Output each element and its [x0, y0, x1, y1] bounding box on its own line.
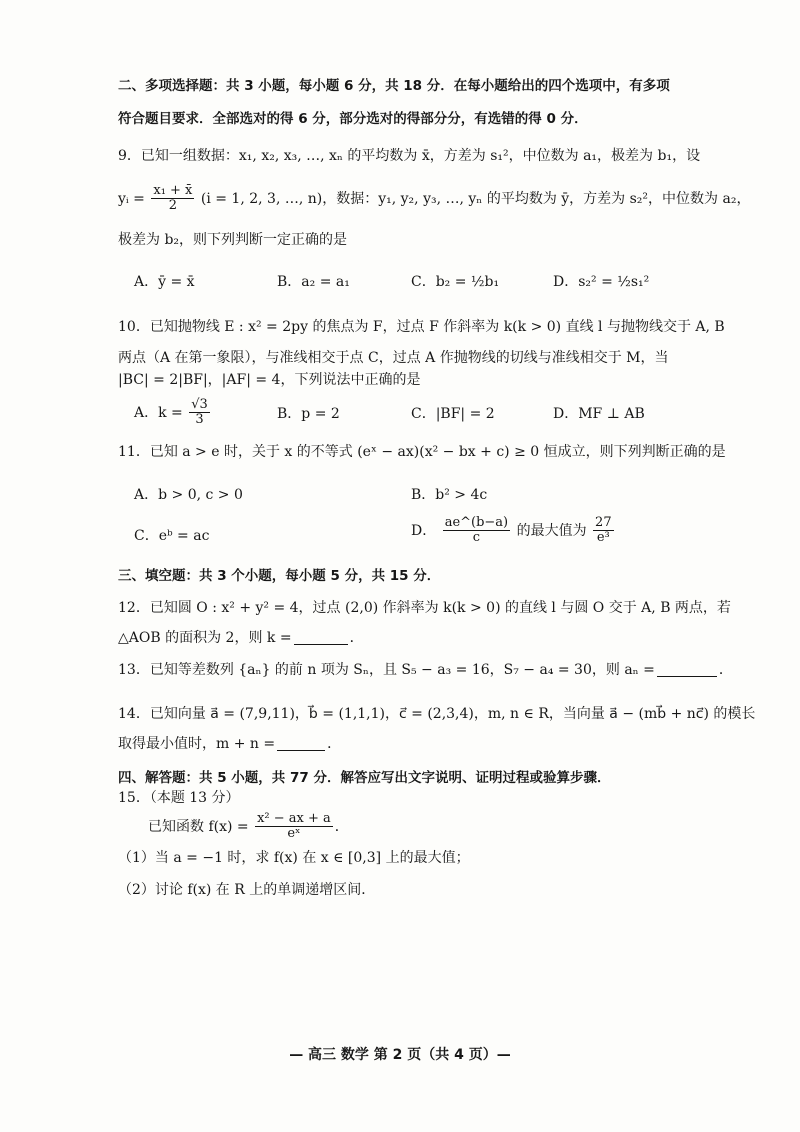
q10-option-a-numerator: √3	[191, 397, 208, 412]
q11-option-d-mid: 的最大值为	[516, 522, 587, 539]
q11-option-d-value	[593, 516, 614, 546]
q10-line2: 两点（A 在第一象限），与准线相交于点 C，过点 A 作抛物线的切线与准线相交于 M，当	[118, 350, 669, 366]
q9-option-d: D．s₂² = ½s₁²	[553, 274, 650, 290]
q10-option-b: B．p = 2	[277, 406, 340, 422]
q9-line2-rest: (i = 1, 2, 3, …, n)，数据：y₁, y₂, y₃, …, yₙ 的平均数为 ȳ，方差为 s₂²，中位数为 a₂，	[200, 190, 751, 207]
q13-line1: 13．已知等差数列 {aₙ} 的前 n 项为 Sₙ，且 S₅ − a₃ = 16，S₇ − a₄ = 30，则 aₙ = ．	[118, 662, 733, 678]
section-3-heading: 三、填空题：共 3 个小题，每小题 5 分，共 15 分．	[118, 568, 441, 584]
q13-answer-blank	[657, 676, 717, 677]
q15-fraction-numerator: x² − ax + a	[257, 811, 331, 826]
q15-fraction-denominator: eˣ	[287, 826, 301, 842]
q9-option-c: C．b₂ = ½b₁	[411, 274, 500, 290]
q9-line3: 极差为 b₂，则下列判断一定正确的是	[118, 232, 348, 248]
section-4-heading: 四、解答题：共 5 小题，共 77 分．解答应写出文字说明、证明过程或验算步骤．	[118, 770, 611, 786]
q11-option-c: C．eᵇ = ac	[134, 528, 210, 544]
q14-line2-text: 取得最小值时，m + n =	[118, 736, 276, 752]
q11-option-d-denominator: c	[472, 530, 481, 546]
q10-option-a	[134, 398, 212, 428]
q9-option-b: B．a₂ = a₁	[277, 274, 350, 290]
q9-y-lhs: yᵢ =	[118, 190, 145, 207]
q11-option-b: B．b² > 4c	[411, 487, 488, 503]
q9-line2	[118, 184, 760, 214]
section-2-heading-line2: 符合题目要求．全部选对的得 6 分，部分选对的得部分分，有选错的得 0 分．	[118, 111, 588, 127]
q9-fraction-denominator: 2	[168, 198, 178, 214]
q12-line2: △AOB 的面积为 2，则 k = ．	[118, 630, 364, 646]
q10-option-d: D．MF ⊥ AB	[553, 406, 645, 422]
q15-fraction	[255, 812, 333, 842]
q11-line1: 11．已知 a > e 时，关于 x 的不等式 (eˣ − ax)(x² − bx + c) ≥ 0 恒成立，则下列判断正确的是	[118, 444, 726, 460]
q9-line1: 9．已知一组数据：x₁, x₂, x₃, …, xₙ 的平均数为 x̄，方差为 s₁²，中位数为 a₁，极差为 b₁，设	[118, 148, 701, 164]
q15-title: 15．（本题 13 分）	[118, 790, 240, 806]
q14-line1: 14．已知向量 a⃗ = (7,9,11)，b⃗ = (1,1,1)，c⃗ = (2,3,4)，m, n ∈ R，当向量 a⃗ − (mb⃗ + nc⃗) 的模长	[118, 706, 756, 722]
q14-line2: 取得最小值时，m + n = ．	[118, 736, 342, 752]
q15-part2: （2）讨论 f(x) 在 R 上的单调递增区间．	[118, 882, 376, 898]
q10-option-a-denominator: 3	[195, 412, 204, 428]
q11-option-d-value-numerator: 27	[595, 515, 612, 530]
q11-option-d-prefix: D．	[411, 522, 437, 539]
q12-line1: 12．已知圆 O : x² + y² = 4，过点 (2,0) 作斜率为 k(k > 0) 的直线 l 与圆 O 交于 A, B 两点，若	[118, 600, 731, 616]
q13-line1-text: 13．已知等差数列 {aₙ} 的前 n 项为 Sₙ，且 S₅ − a₃ = 16，S₇ − a₄ = 30，则 aₙ =	[118, 662, 655, 678]
q11-option-d-value-denominator: e³	[596, 530, 610, 546]
q12-line2-text: △AOB 的面积为 2，则 k =	[118, 630, 292, 646]
q14-answer-blank	[277, 750, 325, 751]
q9-fraction-numerator: x₁ + x̄	[153, 183, 193, 198]
q10-option-c: C．|BF| = 2	[411, 406, 495, 422]
q11-option-d-numerator: ae^(b−a)	[444, 515, 509, 530]
section-2-heading-line1: 二、多项选择题：共 3 小题，每小题 6 分，共 18 分．在每小题给出的四个选项中，有多项	[118, 78, 670, 94]
q11-option-d	[411, 516, 616, 546]
q10-option-a-prefix: A．k =	[134, 404, 183, 421]
q15-intro-prefix: 已知函数 f(x) =	[148, 818, 249, 835]
q11-option-d-fraction	[443, 516, 510, 546]
q10-line3: |BC| = 2|BF|，|AF| = 4，下列说法中正确的是	[118, 372, 421, 388]
q10-line1: 10．已知抛物线 E : x² = 2py 的焦点为 F，过点 F 作斜率为 k(k > 0) 直线 l 与抛物线交于 A, B	[118, 319, 725, 335]
q12-answer-blank	[294, 644, 348, 645]
page-footer: — 高三 数学 第 2 页（共 4 页）—	[289, 1047, 511, 1063]
q10-option-a-fraction	[189, 398, 210, 428]
q9-option-a: A．ȳ = x̄	[134, 274, 195, 290]
q9-fraction	[151, 184, 194, 214]
q15-intro: 已知函数 f(x) = $\frac{\text{x² − ax + a}}{\text{eˣ}}$ ．	[148, 811, 349, 842]
q11-option-a: A．b > 0, c > 0	[134, 487, 243, 503]
q15-part1: （1）当 a = −1 时，求 f(x) 在 x ∈ [0,3] 上的最大值；	[118, 850, 470, 866]
